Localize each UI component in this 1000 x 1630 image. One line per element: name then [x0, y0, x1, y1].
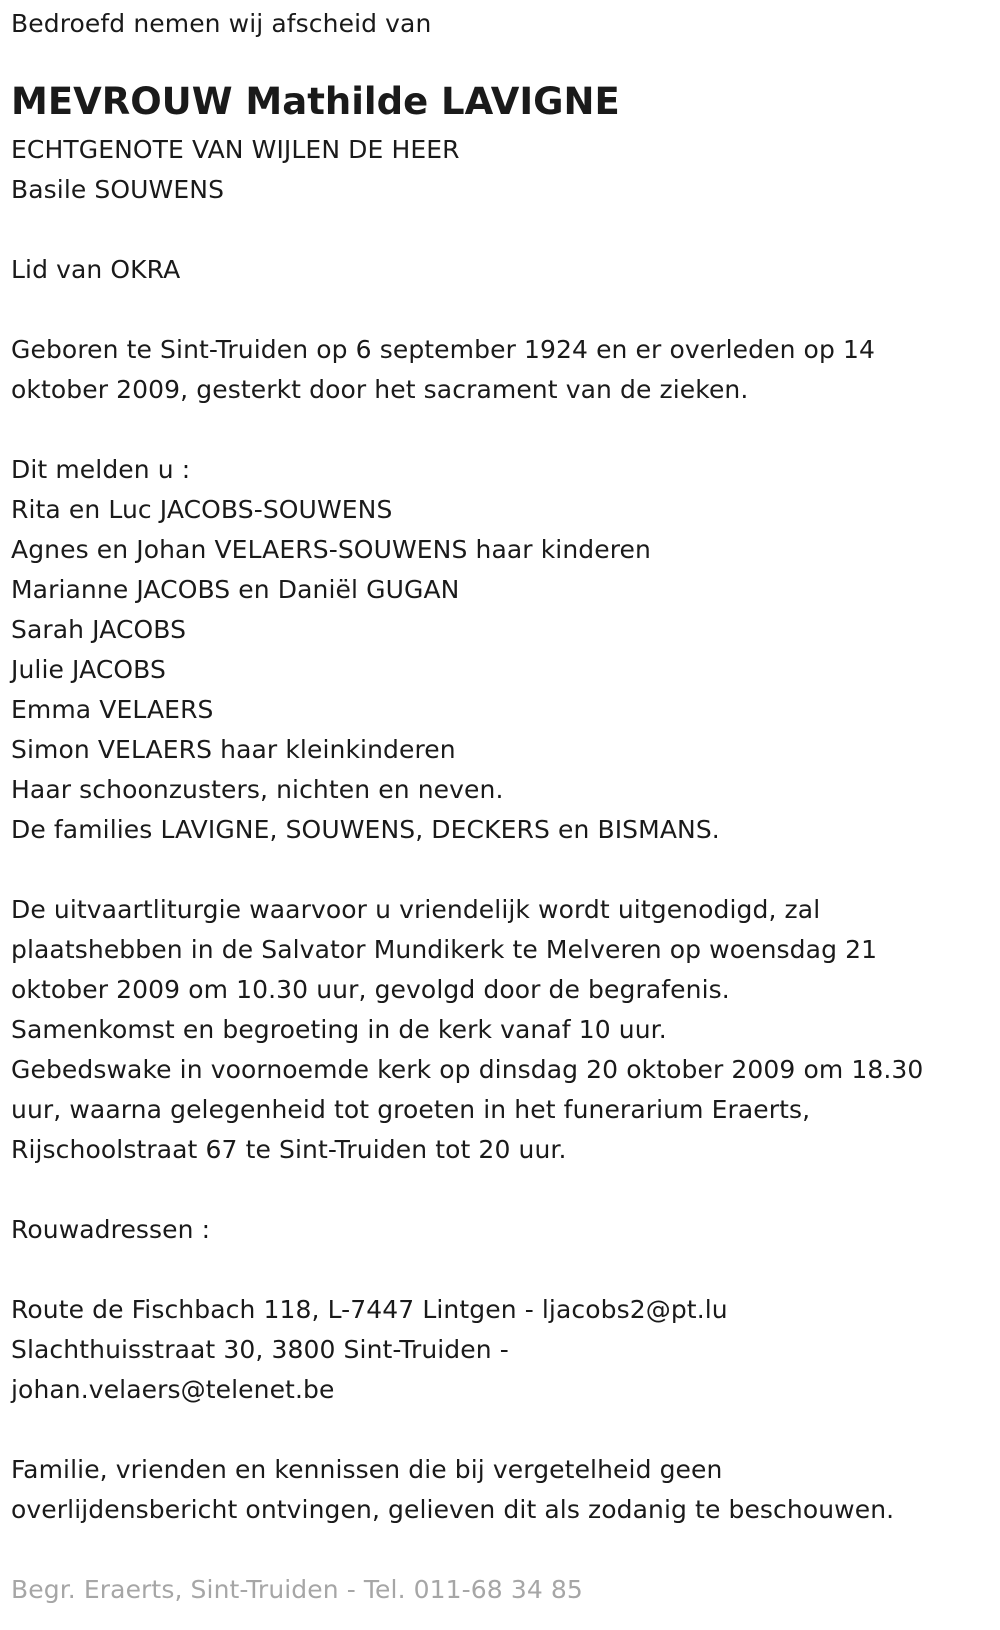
announcer-line: Haar schoonzusters, nichten en neven.: [11, 775, 504, 804]
announcer-line: Marianne JACOBS en Daniël GUGAN: [11, 575, 460, 604]
address-line: johan.velaers@telenet.be: [11, 1375, 335, 1404]
notice-paragraph: [11, 1450, 991, 1530]
address-line: Slachthuisstraat 30, 3800 Sint-Truiden -: [11, 1335, 509, 1364]
paragraph-line: Rijschoolstraat 67 te Sint-Truiden tot 20 uur.: [11, 1135, 567, 1164]
addresses-list: [11, 1290, 991, 1410]
addresses-heading: Rouwadressen :: [11, 1215, 211, 1244]
deceased-name: MEVROUW Mathilde LAVIGNE: [11, 80, 620, 123]
announcer-line: Simon VELAERS haar kleinkinderen: [11, 735, 456, 764]
deceased-relation: ECHTGENOTE VAN WIJLEN DE HEER: [11, 135, 460, 164]
paragraph-line: plaatshebben in de Salvator Mundikerk te Melveren op woensdag 21: [11, 935, 878, 964]
paragraph-line: De uitvaartliturgie waarvoor u vriendelijk wordt uitgenodigd, zal: [11, 895, 821, 924]
paragraph-line: Geboren te Sint-Truiden op 6 september 1924 en er overleden op 14: [11, 335, 875, 364]
funeral-home-footer: Begr. Eraerts, Sint-Truiden - Tel. 011-68 34 85: [11, 1575, 583, 1604]
announcers-list: [11, 450, 991, 850]
paragraph-line: oktober 2009 om 10.30 uur, gevolgd door de begrafenis.: [11, 975, 730, 1004]
birth-death-paragraph: [11, 330, 991, 410]
announcers-heading: Dit melden u :: [11, 455, 191, 484]
paragraph-line: uur, waarna gelegenheid tot groeten in het funerarium Eraerts,: [11, 1095, 811, 1124]
membership-text: Lid van OKRA: [11, 255, 181, 284]
announcer-line: Emma VELAERS: [11, 695, 214, 724]
ceremony-paragraph: [11, 890, 991, 1170]
address-line: Route de Fischbach 118, L-7447 Lintgen - ljacobs2@pt.lu: [11, 1295, 728, 1324]
intro-text: Bedroefd nemen wij afscheid van: [11, 9, 432, 38]
obituary-document: [11, 0, 991, 1610]
paragraph-line: Gebedswake in voornoemde kerk op dinsdag 20 oktober 2009 om 18.30: [11, 1055, 924, 1084]
paragraph-line: Samenkomst en begroeting in de kerk vanaf 10 uur.: [11, 1015, 667, 1044]
paragraph-line: overlijdensbericht ontvingen, gelieven dit als zodanig te beschouwen.: [11, 1495, 895, 1524]
announcer-line: Sarah JACOBS: [11, 615, 187, 644]
deceased-spouse: Basile SOUWENS: [11, 175, 225, 204]
paragraph-line: Familie, vrienden en kennissen die bij vergetelheid geen: [11, 1455, 723, 1484]
announcer-line: Rita en Luc JACOBS-SOUWENS: [11, 495, 393, 524]
announcer-line: De families LAVIGNE, SOUWENS, DECKERS en BISMANS.: [11, 815, 720, 844]
paragraph-line: oktober 2009, gesterkt door het sacrament van de zieken.: [11, 375, 749, 404]
announcer-line: Agnes en Johan VELAERS-SOUWENS haar kinderen: [11, 535, 651, 564]
announcer-line: Julie JACOBS: [11, 655, 166, 684]
